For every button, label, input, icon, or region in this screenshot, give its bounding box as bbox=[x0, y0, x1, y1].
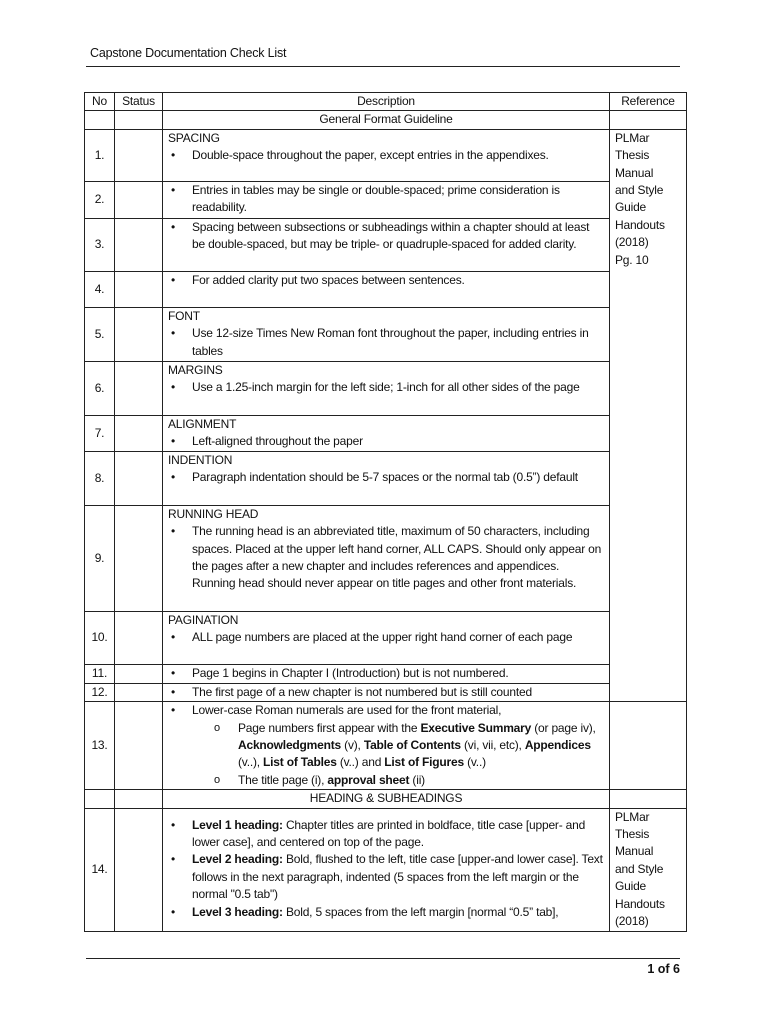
table-row bbox=[85, 683, 687, 701]
reference-line: Pg. 10 bbox=[615, 252, 649, 267]
section-title-headings: HEADING & SUBHEADINGS bbox=[163, 790, 610, 808]
page-header-title: Capstone Documentation Check List bbox=[90, 46, 287, 60]
status-cell[interactable] bbox=[115, 307, 163, 361]
table-row bbox=[85, 415, 687, 451]
description-cell bbox=[163, 702, 610, 790]
section-row-headings bbox=[85, 790, 687, 808]
reference-line: Handouts bbox=[615, 896, 665, 911]
row-number: 10. bbox=[85, 611, 115, 664]
description-cell bbox=[163, 307, 610, 361]
col-header-reference: Reference bbox=[610, 93, 687, 111]
table-row bbox=[85, 664, 687, 683]
reference-cell bbox=[610, 808, 687, 931]
list-item: • Double-space throughout the paper, except entries in the appendixes. bbox=[168, 147, 604, 164]
reference-line: Guide bbox=[615, 200, 647, 215]
reference-line: Guide bbox=[615, 879, 647, 894]
row-number: 11. bbox=[85, 664, 115, 683]
status-cell[interactable] bbox=[115, 451, 163, 505]
table-row bbox=[85, 451, 687, 505]
table-row bbox=[85, 702, 687, 790]
list-item: • Use 12-size Times New Roman font throughout the paper, including entries in tables bbox=[168, 325, 604, 360]
list-item: • Level 1 heading: Chapter titles are printed in boldface, title case [upper- and lower case], and centered on top of the page. bbox=[168, 817, 604, 852]
reference-line: PLMar bbox=[615, 809, 650, 824]
reference-cell bbox=[610, 129, 687, 701]
row-heading: SPACING bbox=[168, 130, 220, 145]
description-cell bbox=[163, 808, 610, 931]
row-heading: RUNNING HEAD bbox=[168, 506, 259, 521]
reference-line: Thesis bbox=[615, 148, 650, 163]
table-header-row bbox=[85, 93, 687, 111]
row-number: 5. bbox=[85, 307, 115, 361]
description-cell bbox=[163, 505, 610, 611]
row-number: 1. bbox=[85, 129, 115, 181]
row-number: 3. bbox=[85, 218, 115, 271]
reference-line: PLMar bbox=[615, 130, 650, 145]
row-heading: FONT bbox=[168, 308, 200, 323]
status-cell[interactable] bbox=[115, 683, 163, 701]
description-cell bbox=[163, 361, 610, 415]
status-cell[interactable] bbox=[115, 702, 163, 790]
description-cell bbox=[163, 271, 610, 307]
table-row bbox=[85, 808, 687, 931]
row-number: 6. bbox=[85, 361, 115, 415]
row-number: 2. bbox=[85, 181, 115, 218]
description-cell bbox=[163, 611, 610, 664]
status-cell[interactable] bbox=[115, 181, 163, 218]
row-heading: MARGINS bbox=[168, 362, 223, 377]
row-number: 9. bbox=[85, 505, 115, 611]
list-item: • Entries in tables may be single or double-spaced; prime consideration is readability. bbox=[168, 182, 604, 217]
row-number: 14. bbox=[85, 808, 115, 931]
status-cell[interactable] bbox=[115, 808, 163, 931]
table-row bbox=[85, 218, 687, 271]
row-heading: INDENTION bbox=[168, 452, 233, 467]
status-cell[interactable] bbox=[115, 505, 163, 611]
list-item: • The running head is an abbreviated title, maximum of 50 characters, including spaces. Placed at the upper left hand corner, ALL CAPS. Should only appear on the pages after a new chapter and includes references and appendices. Running head should never appear on title pages and other front materials. bbox=[168, 523, 604, 593]
footer-rule bbox=[86, 958, 680, 959]
list-item: • Spacing between subsections or subheadings within a chapter should at least be double-spaced, but may be triple- or quadruple-spaced for added clarity. bbox=[168, 219, 604, 254]
reference-line: Manual bbox=[615, 165, 654, 180]
list-item: • Lower-case Roman numerals are used for the front material, bbox=[168, 702, 604, 719]
status-cell[interactable] bbox=[115, 218, 163, 271]
list-item: • ALL page numbers are placed at the upper right hand corner of each page bbox=[168, 629, 604, 646]
row-heading: PAGINATION bbox=[168, 612, 239, 627]
table-row bbox=[85, 611, 687, 664]
reference-line: and Style bbox=[615, 861, 664, 876]
table-row bbox=[85, 361, 687, 415]
list-item: • Use a 1.25-inch margin for the left side; 1-inch for all other sides of the page bbox=[168, 379, 604, 396]
status-cell[interactable] bbox=[115, 361, 163, 415]
list-item: • Left-aligned throughout the paper bbox=[168, 433, 604, 450]
reference-line: and Style bbox=[615, 183, 664, 198]
description-cell bbox=[163, 181, 610, 218]
reference-cell-empty bbox=[610, 702, 687, 790]
checklist-table bbox=[84, 92, 687, 932]
list-item: • Paragraph indentation should be 5-7 spaces or the normal tab (0.5”) default bbox=[168, 469, 604, 486]
reference-line: Thesis bbox=[615, 827, 650, 842]
row-number: 8. bbox=[85, 451, 115, 505]
row-number: 4. bbox=[85, 271, 115, 307]
list-item: • Level 2 heading: Bold, flushed to the left, title case [upper-and lower case]. Text follows in the next paragraph, indented (5 spaces from the left margin or the normal "0.5 tab") bbox=[168, 851, 604, 903]
reference-line: Handouts bbox=[615, 217, 665, 232]
header-rule bbox=[86, 66, 680, 67]
reference-line: (2018) bbox=[615, 914, 649, 929]
status-cell[interactable] bbox=[115, 129, 163, 181]
col-header-description: Description bbox=[163, 93, 610, 111]
status-cell[interactable] bbox=[115, 664, 163, 683]
list-item: • For added clarity put two spaces between sentences. bbox=[168, 272, 604, 289]
table-row bbox=[85, 307, 687, 361]
list-item: • The first page of a new chapter is not numbered but is still counted bbox=[168, 684, 604, 701]
table-row bbox=[85, 505, 687, 611]
section-title-general: General Format Guideline bbox=[163, 111, 610, 129]
row-number: 7. bbox=[85, 415, 115, 451]
reference-line: (2018) bbox=[615, 235, 649, 250]
description-cell bbox=[163, 415, 610, 451]
row-number: 12. bbox=[85, 683, 115, 701]
status-cell[interactable] bbox=[115, 415, 163, 451]
description-cell bbox=[163, 451, 610, 505]
status-cell[interactable] bbox=[115, 611, 163, 664]
status-cell[interactable] bbox=[115, 271, 163, 307]
reference-line: Manual bbox=[615, 844, 654, 859]
description-cell bbox=[163, 129, 610, 181]
description-cell bbox=[163, 683, 610, 701]
page-number: 1 of 6 bbox=[647, 962, 680, 976]
description-cell bbox=[163, 218, 610, 271]
list-item: • Page 1 begins in Chapter I (Introduction) but is not numbered. bbox=[168, 665, 604, 682]
sub-list-item: o Page numbers first appear with the Executive Summary (or page iv), Acknowledgments (v), Table of Contents (vi, vii, etc), Appendices (v..), List of Tables (v..) and List of Figures (v..) bbox=[168, 720, 604, 772]
row-number: 13. bbox=[85, 702, 115, 790]
sub-list-item: o The title page (i), approval sheet (ii) bbox=[168, 772, 604, 789]
table-row bbox=[85, 271, 687, 307]
row-heading: ALIGNMENT bbox=[168, 416, 237, 431]
list-item: • Level 3 heading: Bold, 5 spaces from the left margin [normal “0.5” tab], bbox=[168, 904, 604, 921]
table-row bbox=[85, 129, 687, 181]
col-header-status: Status bbox=[115, 93, 163, 111]
description-cell bbox=[163, 664, 610, 683]
section-row-general bbox=[85, 111, 687, 129]
col-header-no: No bbox=[85, 93, 115, 111]
table-row bbox=[85, 181, 687, 218]
